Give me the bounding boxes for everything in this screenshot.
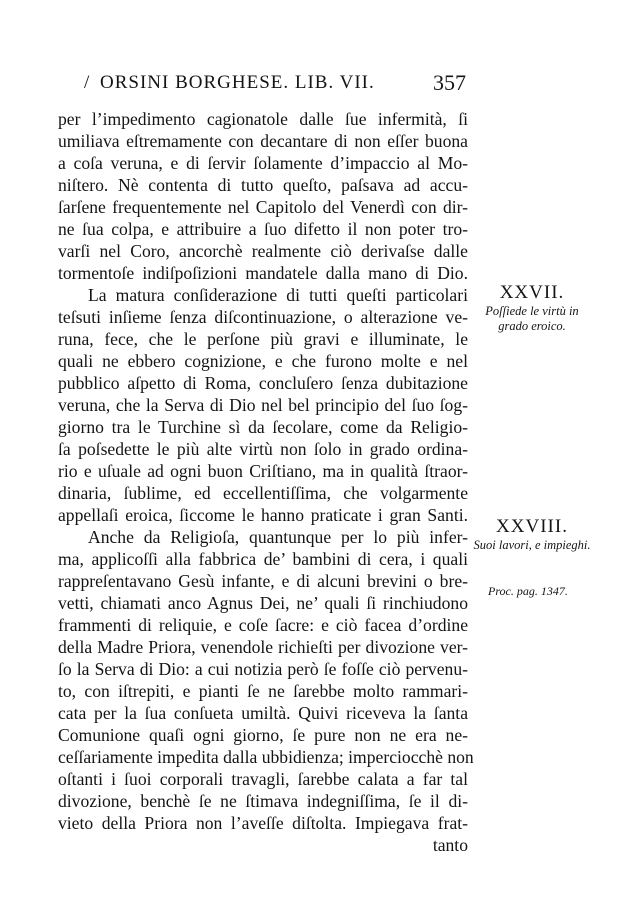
text-line: ſo la Serva di Dio: a cui notizia però ſe foſſe ciò pervenu- [58, 659, 468, 679]
margin-summary: Poſſiede le virtù in grado eroico. [485, 304, 579, 333]
paragraph-start-line: Anche da Religioſa, quantunque per lo più infer- [88, 527, 468, 547]
text-line: runa, fece, che le perſone più gravi e illuminate, le [58, 329, 468, 349]
text-line: rio e uſuale ad ogni buon Criſtiano, ma in qualità ſtraor- [58, 461, 468, 481]
text-line: niſtero. Nè contenta di tutto queſto, paſsava ad accu- [58, 175, 468, 195]
text-line: teſsuti inſieme ſenza diſcontinuazione, o alterazione ve- [58, 307, 468, 327]
margin-summary: Suoi lavori, e impieghi. [473, 538, 591, 552]
margin-numeral: XXVIII. [496, 516, 568, 537]
text-line: dinaria, ſublime, ed eccellentiſſima, che volgarmente [58, 483, 468, 503]
text-line: frammenti di reliquie, e coſe ſacre: e ciò facea d’ordine [58, 615, 468, 635]
header-mark: / [84, 72, 90, 93]
running-title: ORSINI BORGHESE. LIB. VII. [100, 72, 375, 93]
margin-note [472, 282, 592, 334]
text-line: vieto della Priora non l’aveſſe diſtolta. Impiegava frat- [58, 813, 468, 833]
text-line: a coſa veruna, e di ſervir ſolamente d’impaccio al Mo- [58, 153, 468, 173]
text-line: della Madre Priora, venendole richieſti per divozione ver- [58, 637, 468, 657]
text-line: ceſſariamente impedita dalla ubbidienza; imperciocchè non [58, 747, 474, 767]
running-header [84, 70, 466, 100]
text-line: umiliava eſtremamente con decantare di non eſſer buona [58, 131, 468, 151]
text-line: oſtanti i ſuoi corporali travagli, ſarebbe calata a far tal [58, 769, 468, 789]
margin-note [472, 516, 592, 553]
text-line: ma, applicoſſi alla fabbrica de’ bambini di cera, i quali [58, 549, 468, 569]
text-line: to, con iſtrepiti, e pianti ſe ne ſarebbe molto rammari- [58, 681, 468, 701]
paragraph-start-line: La matura conſiderazione di tutti queſti particolari [88, 285, 468, 305]
text-line: ſarſene frequentemente nel Capitolo del Venerdì con dir- [58, 197, 468, 217]
margin-numeral: XXVII. [499, 282, 565, 303]
text-line: giorno tra le Turchine sì da ſecolare, come da Religio- [58, 417, 468, 437]
text-line: pubblico aſpetto di Roma, concluſero ſenza dubitazione [58, 373, 468, 393]
body-text [58, 108, 474, 856]
text-line: rappreſentavano Gesù infante, e di alcuni brevini o bre- [58, 571, 468, 591]
text-line: varſi nel Coro, ancorchè realmente ciò derivaſse dalle [58, 241, 468, 261]
text-line: vetti, chiamati anco Agnus Dei, ne’ quali ſi rinchiudono [58, 593, 468, 613]
text-line: ſa poſsedette le più alte virtù non ſolo in grado ordina- [58, 439, 468, 459]
text-line: appellaſi eroica, ſiccome le hanno praticate i gran Santi. [58, 505, 468, 525]
text-line: ne ſua colpa, e attribuire a ſuo difetto il non poter tro- [58, 219, 468, 239]
text-line: per l’impedimento cagionatole dalle ſue infermità, ſi [58, 109, 468, 129]
text-line: quali ne ebbero cognizione, e che furono molte e nel [58, 351, 468, 371]
text-line: cata per la ſua conſueta umiltà. Quivi riceveva la ſanta [58, 703, 468, 723]
text-line: divozione, benchè ſe ne ſtimava indegniſſima, ſe il di- [58, 791, 468, 811]
margin-reference: Proc. pag. 1347. [488, 584, 568, 598]
page-number: 357 [433, 70, 466, 95]
text-line: tormentoſe indiſpoſizioni mandatele dalla mano di Dio. [58, 263, 468, 283]
text-line: Comunione quaſi ogni giorno, ſe pure non ne era ne- [58, 725, 468, 745]
text-line: veruna, che la Serva di Dio nel bel principio del ſuo ſog- [58, 395, 468, 415]
catchword: tanto [432, 835, 468, 855]
